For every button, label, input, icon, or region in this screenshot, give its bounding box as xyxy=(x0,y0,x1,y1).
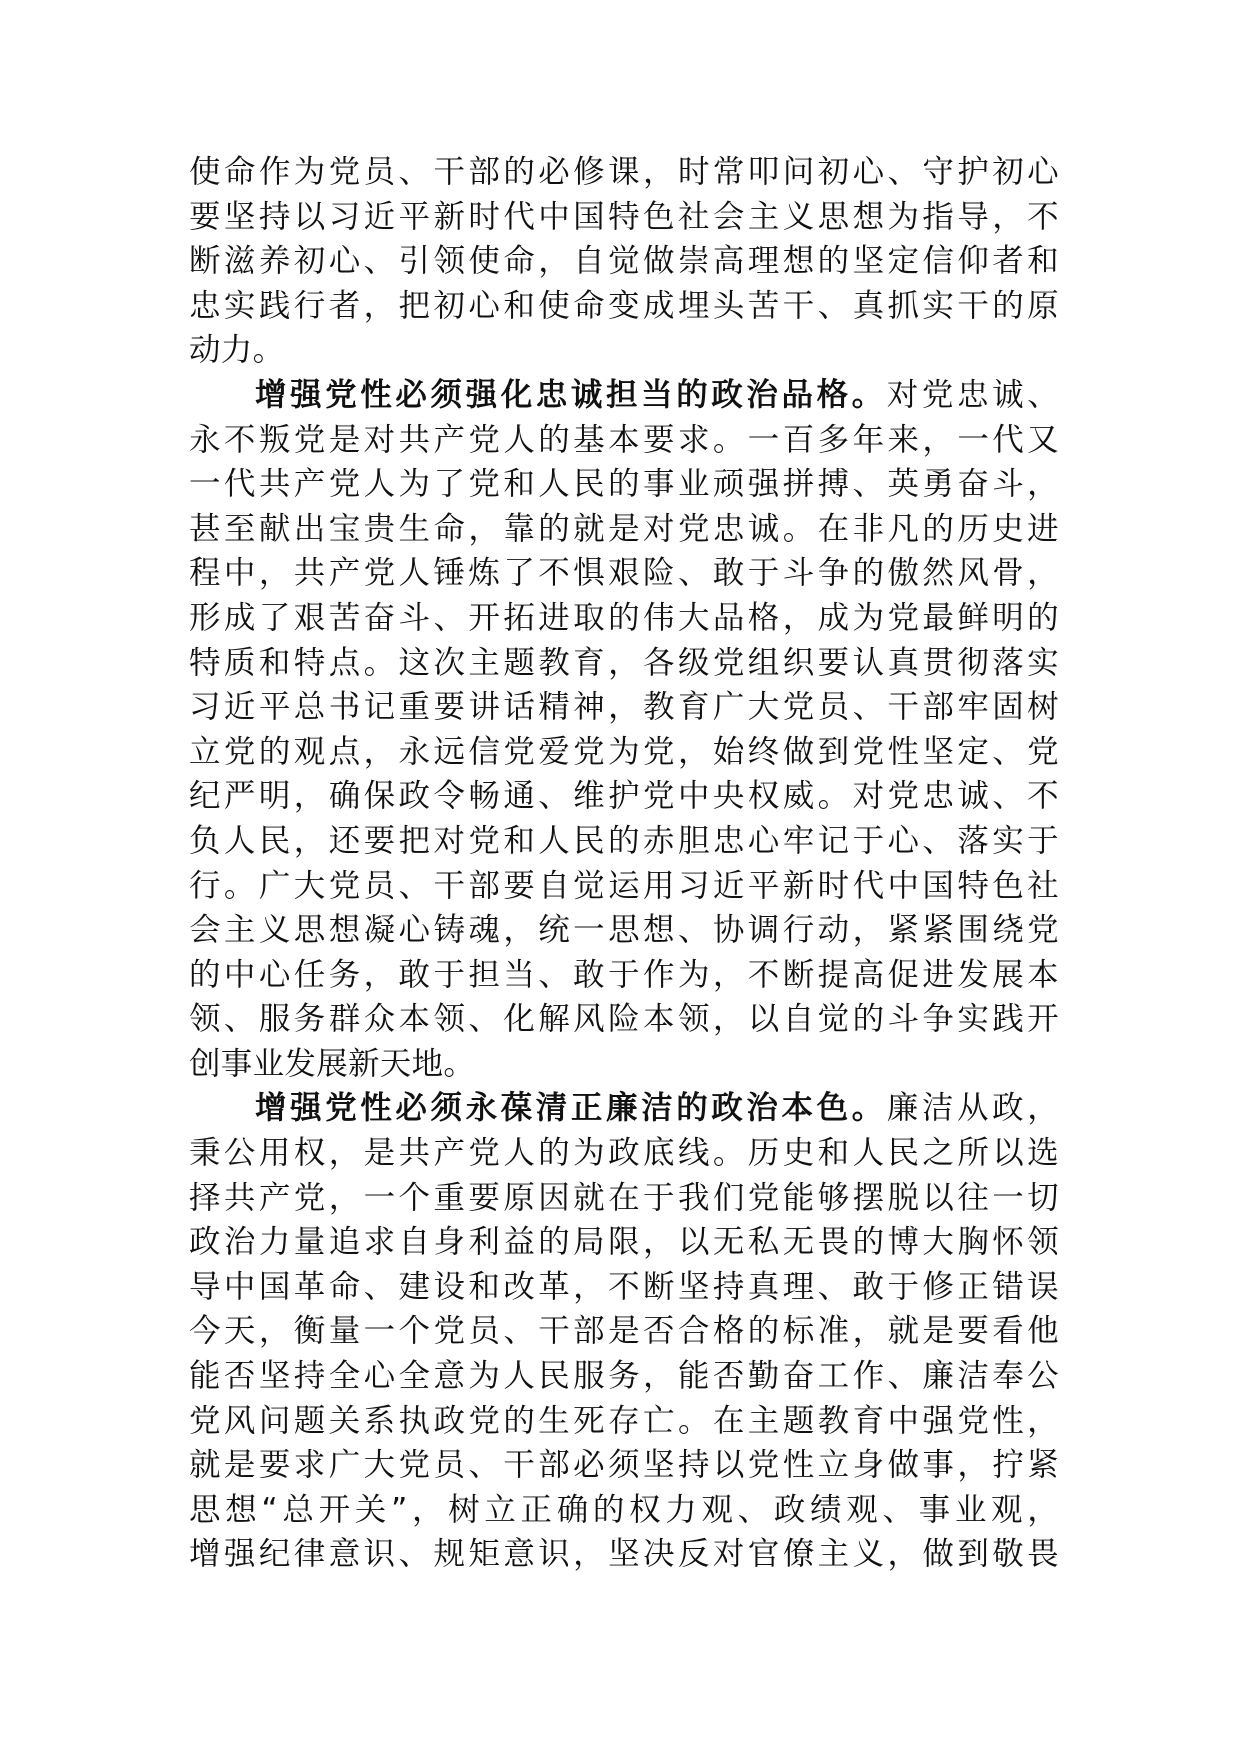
text-line: 的中心任务，敢于担当、敢于作为，不断提高促进发展本 xyxy=(189,956,1059,993)
paragraph-first-line xyxy=(189,1086,1059,1131)
text-line: 甚至献出宝贵生命，靠的就是对党忠诚。在非凡的历史进 xyxy=(189,510,1059,547)
text-line: 导中国革命、建设和改革，不断坚持真理、敢于修正错误 xyxy=(189,1268,1059,1305)
section-heading: 增强党性必须强化忠诚担当的政治品格。 xyxy=(255,376,887,413)
paragraph-2 xyxy=(189,373,1059,1087)
text-span: 对党忠诚、 xyxy=(886,376,1059,413)
text-line: 习近平总书记重要讲话精神，教育广大党员、干部牢固树 xyxy=(189,689,1059,726)
paragraph-3 xyxy=(189,1086,1059,1577)
text-line: 程中，共产党人锤炼了不惧艰险、敢于斗争的傲然风骨， xyxy=(189,555,1059,592)
text-span: 廉洁从政， xyxy=(886,1090,1059,1127)
text-line: 忠实践行者，把初心和使命变成埋头苦干、真抓实干的原 xyxy=(189,287,1059,324)
text-line: 思想“总开关”，树立正确的权力观、政绩观、事业观， xyxy=(189,1491,1059,1528)
text-line: 行。广大党员、干部要自觉运用习近平新时代中国特色社 xyxy=(189,867,1059,904)
text-line: 今天，衡量一个党员、干部是否合格的标准，就是要看他 xyxy=(189,1313,1059,1350)
text-line: 一代共产党人为了党和人民的事业顽强拼搏、英勇奋斗， xyxy=(189,466,1059,503)
text-line: 就是要求广大党员、干部必须坚持以党性立身做事，拧紧 xyxy=(189,1447,1059,1484)
text-line: 要坚持以习近平新时代中国特色社会主义思想为指导，不 xyxy=(189,198,1059,235)
document-body xyxy=(189,150,1059,1577)
text-line: 永不叛党是对共产党人的基本要求。一百多年来，一代又 xyxy=(189,421,1059,458)
text-line: 断滋养初心、引领使命，自觉做崇高理想的坚定信仰者和 xyxy=(189,243,1059,280)
section-heading: 增强党性必须永葆清正廉洁的政治本色。 xyxy=(255,1090,887,1127)
text-line: 纪严明，确保政令畅通、维护党中央权威。对党忠诚、不 xyxy=(189,778,1059,815)
text-line: 政治力量追求自身利益的局限，以无私无畏的博大胸怀领 xyxy=(189,1224,1059,1261)
text-line: 秉公用权，是共产党人的为政底线。历史和人民之所以选 xyxy=(189,1135,1059,1172)
text-line: 能否坚持全心全意为人民服务，能否勤奋工作、廉洁奉公 xyxy=(189,1358,1059,1395)
text-line: 创事业发展新天地。 xyxy=(189,1045,476,1082)
text-line: 择共产党，一个重要原因就在于我们党能够摆脱以往一切 xyxy=(189,1179,1059,1216)
text-line: 领、服务群众本领、化解风险本领，以自觉的斗争实践开 xyxy=(189,1001,1059,1038)
text-line: 立党的观点，永远信党爱党为党，始终做到党性坚定、党 xyxy=(189,733,1059,770)
paragraph-1 xyxy=(189,150,1059,373)
paragraph-first-line xyxy=(189,373,1059,418)
text-line: 增强纪律意识、规矩意识，坚决反对官僚主义，做到敬畏 xyxy=(189,1536,1059,1573)
text-line: 特质和特点。这次主题教育，各级党组织要认真贯彻落实 xyxy=(189,644,1059,681)
text-line: 动力。 xyxy=(189,332,285,369)
text-line: 负人民，还要把对党和人民的赤胆忠心牢记于心、落实于 xyxy=(189,822,1059,859)
text-line: 使命作为党员、干部的必修课，时常叩问初心、守护初心 xyxy=(189,154,1059,190)
text-line: 会主义思想凝心铸魂，统一思想、协调行动，紧紧围绕党 xyxy=(189,912,1059,949)
text-line: 党风问题关系执政党的生死存亡。在主题教育中强党性， xyxy=(189,1402,1059,1439)
text-line: 形成了艰苦奋斗、开拓进取的伟大品格，成为党最鲜明的 xyxy=(189,599,1059,636)
